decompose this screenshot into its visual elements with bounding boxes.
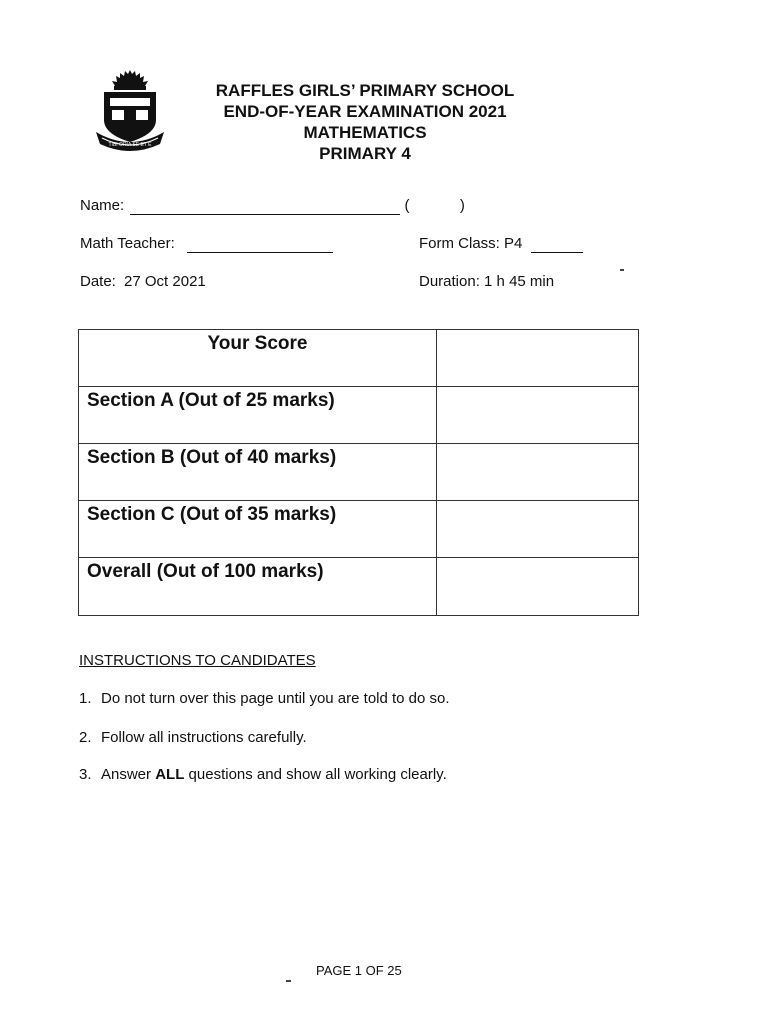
scan-speck bbox=[620, 269, 624, 271]
date-row bbox=[80, 273, 206, 290]
score-row-overall bbox=[79, 558, 639, 616]
section-b-label: Section B (Out of 40 marks) bbox=[87, 447, 337, 468]
teacher-label: Math Teacher: bbox=[80, 235, 175, 252]
index-paren-close: ) bbox=[459, 197, 465, 214]
page-number: PAGE 1 OF 25 bbox=[316, 963, 402, 978]
instruction-number: 1. bbox=[79, 690, 92, 707]
section-c-score-cell[interactable] bbox=[437, 501, 639, 558]
instruction-text-pre: Answer bbox=[101, 766, 152, 783]
school-name: RAFFLES GIRLS’ PRIMARY SCHOOL bbox=[215, 81, 515, 100]
total-score-cell[interactable] bbox=[437, 330, 639, 387]
form-class-row bbox=[419, 235, 583, 253]
exam-title: END-OF-YEAR EXAMINATION 2021 bbox=[223, 102, 507, 121]
score-row-section-c bbox=[79, 501, 639, 558]
name-row bbox=[80, 197, 465, 215]
instruction-number: 2. bbox=[79, 729, 92, 746]
duration-label: Duration: bbox=[419, 273, 480, 290]
your-score-heading: Your Score bbox=[207, 333, 308, 354]
score-row-section-b bbox=[79, 444, 639, 501]
section-b-score-cell[interactable] bbox=[437, 444, 639, 501]
score-row-section-a bbox=[79, 387, 639, 444]
level-title: PRIMARY 4 bbox=[319, 144, 411, 163]
date-value: 27 Oct 2021 bbox=[124, 273, 206, 290]
crest-motto-text: TIBI ORIA SE ET E bbox=[108, 142, 152, 148]
date-label: Date: bbox=[80, 273, 116, 290]
overall-score-cell[interactable] bbox=[437, 558, 639, 616]
name-label: Name: bbox=[80, 197, 125, 214]
instruction-text: Do not turn over this page until you are told to do so. bbox=[101, 690, 450, 707]
instruction-item-2 bbox=[79, 729, 307, 746]
exam-heading bbox=[160, 80, 570, 164]
overall-label: Overall (Out of 100 marks) bbox=[87, 561, 324, 582]
scan-speck bbox=[286, 980, 291, 982]
score-table bbox=[78, 329, 639, 616]
name-input-line[interactable] bbox=[130, 197, 400, 215]
duration-value: 1 h 45 min bbox=[484, 273, 555, 290]
form-class-label: Form Class: P4 bbox=[419, 235, 523, 252]
instruction-text-post: questions and show all working clearly. bbox=[188, 766, 447, 783]
duration-row bbox=[419, 273, 554, 290]
school-crest-logo bbox=[94, 68, 166, 154]
teacher-input-line[interactable] bbox=[187, 235, 333, 253]
section-a-score-cell[interactable] bbox=[437, 387, 639, 444]
teacher-row bbox=[80, 235, 333, 253]
index-paren-open: ( bbox=[404, 197, 410, 214]
instruction-text: Follow all instructions carefully. bbox=[101, 729, 307, 746]
score-table-header-row bbox=[79, 330, 639, 387]
subject-title: MATHEMATICS bbox=[303, 123, 427, 142]
instruction-number: 3. bbox=[79, 766, 92, 783]
instruction-item-3 bbox=[79, 766, 447, 783]
section-a-label: Section A (Out of 25 marks) bbox=[87, 390, 335, 411]
instruction-emphasis: ALL bbox=[155, 766, 185, 783]
instruction-item-1 bbox=[79, 690, 450, 707]
section-c-label: Section C (Out of 35 marks) bbox=[87, 504, 337, 525]
instructions-title: INSTRUCTIONS TO CANDIDATES bbox=[79, 652, 316, 669]
form-class-input-line[interactable] bbox=[531, 235, 583, 253]
